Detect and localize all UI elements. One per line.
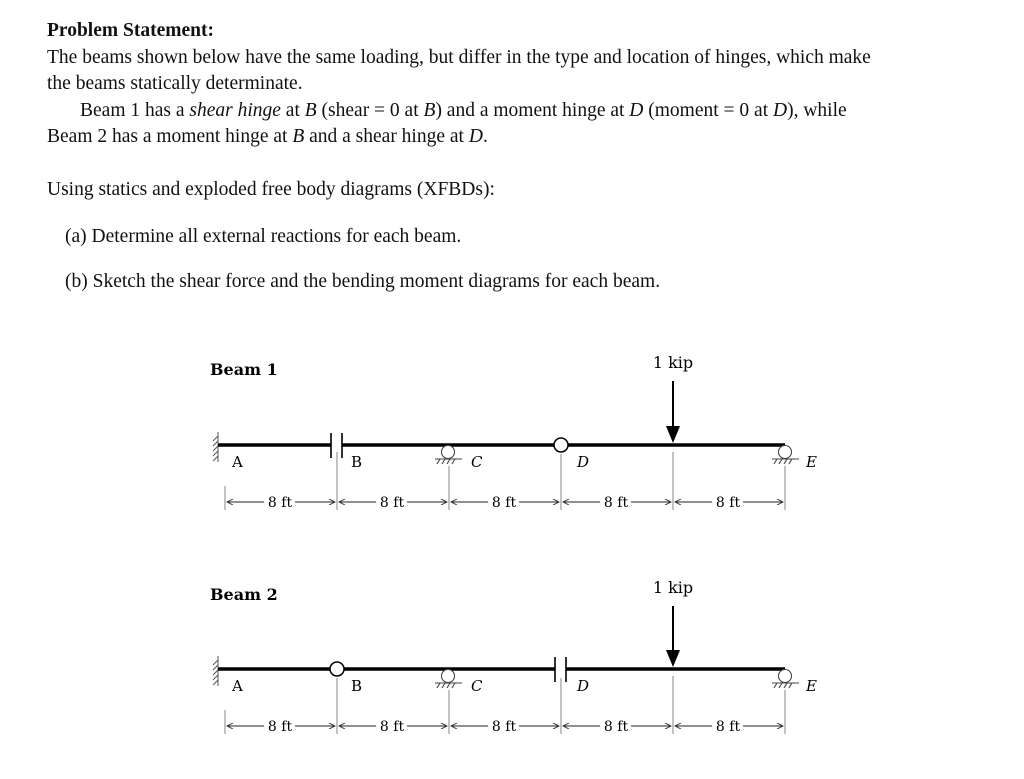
point-label-C: C xyxy=(471,453,483,471)
point-label: D xyxy=(468,126,483,147)
point-label-C: C xyxy=(471,677,483,695)
text-run: (shear = 0 at xyxy=(316,100,424,121)
span-label-CD: 8 ft xyxy=(491,495,517,511)
point-label-D: D xyxy=(577,453,590,471)
point-label-D: D xyxy=(577,677,590,695)
point-load-arrow xyxy=(666,381,680,443)
moment-hinge-B xyxy=(330,662,344,676)
span-label-BC: 8 ft xyxy=(379,495,405,511)
text-run: Beam 2 has a moment hinge at xyxy=(47,126,293,147)
part-a: (a) Determine all external reactions for each beam. xyxy=(65,226,462,247)
point-label: B xyxy=(423,100,436,121)
text-run: ) and a moment hinge at xyxy=(435,100,630,121)
text-run: and a shear hinge at xyxy=(304,126,469,147)
fixed-support-A xyxy=(213,656,218,686)
point-label: B xyxy=(292,126,305,147)
text-run: at xyxy=(280,100,305,121)
moment-hinge-D xyxy=(554,438,568,452)
roller-support-C xyxy=(435,670,462,689)
point-label-E: E xyxy=(806,453,817,471)
fixed-support-A xyxy=(213,432,218,462)
point-label-E: E xyxy=(806,677,817,695)
span-label-AB: 8 ft xyxy=(267,719,293,735)
instructions: Using statics and exploded free body diagrams (XFBDs): xyxy=(47,179,495,200)
span-label-D-load: 8 ft xyxy=(603,495,629,511)
part-b: (b) Sketch the shear force and the bending moment diagrams for each beam. xyxy=(65,271,661,292)
beam-1-diagram xyxy=(210,353,817,511)
point-label: D xyxy=(773,100,788,121)
text-run: (moment = 0 at xyxy=(643,100,773,121)
span-label-load-E: 8 ft xyxy=(715,495,741,511)
load-label: 1 kip xyxy=(652,578,694,597)
text-run: ), while xyxy=(787,100,847,121)
text-run: Beam 1 has a xyxy=(80,100,190,121)
point-label-A: A xyxy=(232,453,243,471)
point-label-B: B xyxy=(351,453,363,471)
span-label-BC: 8 ft xyxy=(379,719,405,735)
span-label-AB: 8 ft xyxy=(267,495,293,511)
shear-hinge-term: shear hinge xyxy=(189,100,281,121)
beam-2-title: Beam 2 xyxy=(210,585,278,604)
span-label-load-E: 8 ft xyxy=(715,719,741,735)
shear-hinge-B xyxy=(331,433,342,458)
roller-support-E xyxy=(772,670,799,689)
beam-2-diagram xyxy=(210,578,817,735)
problem-heading: Problem Statement: xyxy=(47,20,214,41)
load-label: 1 kip xyxy=(652,353,694,372)
point-label-B: B xyxy=(351,677,363,695)
point-label-A: A xyxy=(232,677,243,695)
point-label: B xyxy=(304,100,317,121)
span-label-D-load: 8 ft xyxy=(603,719,629,735)
roller-support-E xyxy=(772,446,799,465)
point-load-arrow xyxy=(666,606,680,667)
shear-hinge-D xyxy=(555,657,566,682)
statement-line-1: The beams shown below have the same loading, but differ in the type and location of hinges, which make xyxy=(47,47,871,68)
point-label: D xyxy=(629,100,644,121)
text-run: . xyxy=(482,126,488,147)
statement-line-2: the beams statically determinate. xyxy=(47,73,303,94)
beam-1-title: Beam 1 xyxy=(210,360,278,379)
roller-support-C xyxy=(435,446,462,465)
span-label-CD: 8 ft xyxy=(491,719,517,735)
